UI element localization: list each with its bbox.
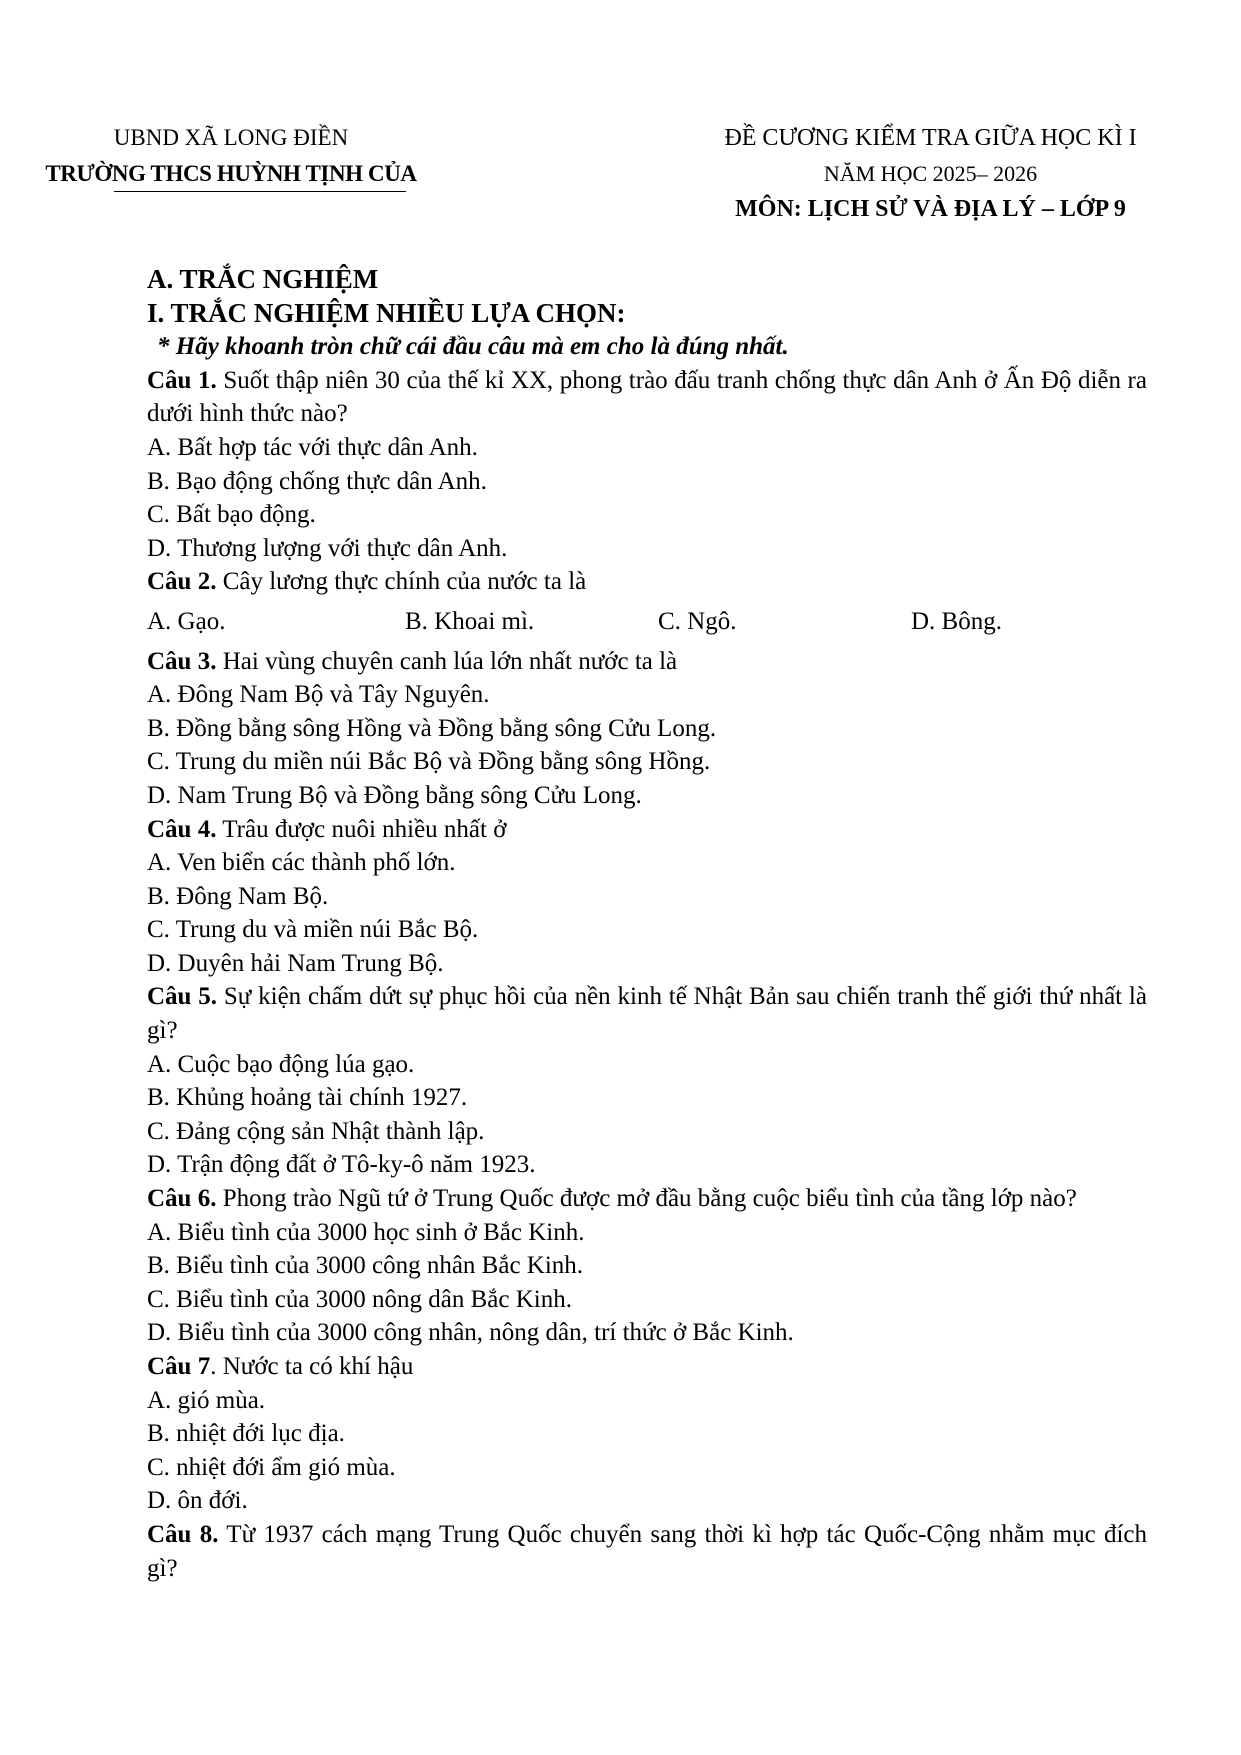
option-a: A. Gạo. [147, 607, 226, 635]
option-b: B. Khoai mì. [405, 607, 535, 635]
option-d: D. Biểu tình của 3000 công nhân, nông dân, trí thức ở Bắc Kinh. [147, 1319, 794, 1347]
header-left-line1: UBND XÃ LONG ĐIỀN [113, 125, 349, 150]
question-text: Cây lương thực chính của nước ta là [216, 568, 587, 596]
question-label: Câu 1. [147, 366, 217, 394]
option-d: D. Bông. [911, 607, 1002, 635]
option-b: B. nhiệt đới lục địa. [147, 1420, 345, 1448]
section-i-heading: I. TRẮC NGHIỆM NHIỀU LỰA CHỌN: [147, 297, 626, 328]
option-d: D. Trận động đất ở Tô-ky-ô năm 1923. [147, 1151, 536, 1179]
question-label: Câu 5. [147, 983, 218, 1011]
question-4 [147, 813, 1147, 847]
question-5 [147, 980, 1147, 1047]
question-7 [147, 1350, 1147, 1384]
options-row [147, 599, 1147, 645]
option-b: B. Đồng bằng sông Hồng và Đồng bằng sông Cửu Long. [147, 714, 717, 742]
question-text: Hai vùng chuyên canh lúa lớn nhất nước ta là [216, 647, 678, 675]
header-school-name: TRƯỜNG THCS HUỲNH TỊNH CỦA [45, 161, 417, 186]
question-8 [147, 1518, 1147, 1585]
question-label: Câu 6. [147, 1185, 217, 1213]
header-underline [114, 191, 406, 192]
option-d: D. Nam Trung Bộ và Đồng bằng sông Cửu Long. [147, 781, 642, 809]
question-6 [147, 1182, 1147, 1216]
question-text: Từ 1937 cách mạng Trung Quốc chuyển sang thời kì hợp tác Quốc-Cộng nhằm mục đích gì? [147, 1520, 1148, 1582]
option-c: C. Ngô. [658, 607, 737, 635]
option-a: A. Đông Nam Bộ và Tây Nguyên. [147, 681, 490, 709]
question-text: . Nước ta có khí hậu [210, 1353, 414, 1380]
document-body [147, 263, 1147, 1585]
option-c: C. Trung du và miền núi Bắc Bộ. [147, 916, 479, 944]
instruction: * Hãy khoanh tròn chữ cái đầu câu mà em cho là đúng nhất. [157, 333, 789, 361]
option-d: D. Duyên hải Nam Trung Bộ. [147, 949, 444, 977]
option-a: A. gió mùa. [147, 1386, 266, 1414]
option-a: A. Ven biển các thành phố lớn. [147, 849, 456, 877]
question-label: Câu 2. [147, 568, 217, 596]
option-b: B. Bạo động chống thực dân Anh. [147, 467, 487, 495]
option-b: B. Khủng hoảng tài chính 1927. [147, 1084, 468, 1112]
question-text: Trâu được nuôi nhiều nhất ở [216, 815, 507, 843]
question-label: Câu 3. [147, 647, 217, 675]
option-c: C. Đảng cộng sản Nhật thành lập. [147, 1117, 485, 1145]
question-2 [147, 565, 1147, 599]
question-text: Sự kiện chấm dứt sự phục hồi của nền kinh tế Nhật Bản sau chiến tranh thế giới thứ nhất là gì? [147, 983, 1147, 1045]
header-school-year: NĂM HỌC 2025– 2026 [823, 161, 1038, 186]
option-a: A. Bất hợp tác với thực dân Anh. [147, 433, 478, 461]
option-c: C. Bất bạo động. [147, 501, 316, 529]
header-exam-title: ĐỀ CƯƠNG KIỂM TRA GIỮA HỌC KÌ I [724, 125, 1137, 151]
option-b: B. Đông Nam Bộ. [147, 882, 329, 910]
option-b: B. Biểu tình của 3000 công nhân Bắc Kinh. [147, 1252, 584, 1280]
question-3 [147, 645, 1147, 679]
question-text: Phong trào Ngũ tứ ở Trung Quốc được mở đầu bằng cuộc biểu tình của tầng lớp nào? [216, 1185, 1077, 1213]
option-c: C. Trung du miền núi Bắc Bộ và Đồng bằng sông Hồng. [147, 748, 711, 776]
option-c: C. Biểu tình của 3000 nông dân Bắc Kinh. [147, 1285, 572, 1313]
option-c: C. nhiệt đới ẩm gió mùa. [147, 1453, 396, 1481]
question-1 [147, 364, 1147, 431]
option-a: A. Biểu tình của 3000 học sinh ở Bắc Kinh. [147, 1218, 585, 1246]
question-label: Câu 4. [147, 815, 217, 843]
option-d: D. ôn đới. [147, 1487, 248, 1515]
option-d: D. Thương lượng với thực dân Anh. [147, 534, 508, 562]
question-text: Suốt thập niên 30 của thế kỉ XX, phong trào đấu tranh chống thực dân Anh ở Ấn Độ diễn ra dưới hình thức nào? [147, 366, 1147, 428]
option-a: A. Cuộc bạo động lúa gạo. [147, 1050, 415, 1078]
question-label: Câu 7 [147, 1353, 211, 1380]
question-label: Câu 8. [147, 1520, 219, 1548]
section-a-heading: A. TRẮC NGHIỆM [147, 264, 379, 294]
header-subject: MÔN: LỊCH SỬ VÀ ĐỊA LÝ – LỚP 9 [735, 196, 1126, 222]
